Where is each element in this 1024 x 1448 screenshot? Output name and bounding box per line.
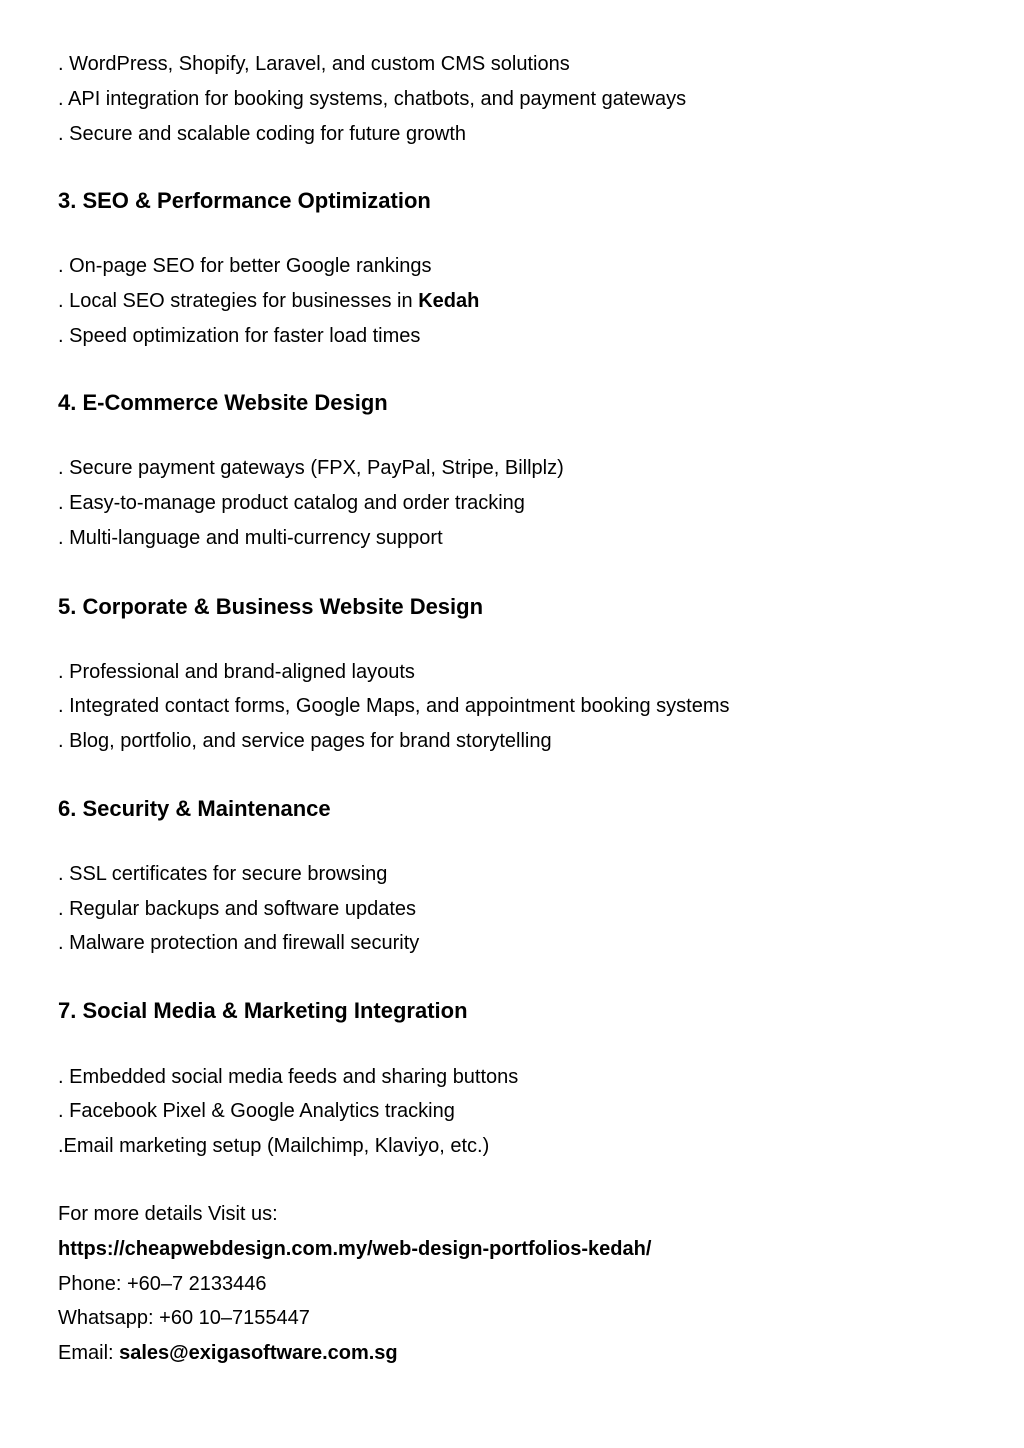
list-item	[58, 289, 479, 313]
contact-email-line	[58, 1341, 398, 1365]
contact-url-line	[58, 1237, 651, 1261]
email-address[interactable]: sales@exigasoftware.com.sg	[119, 1342, 398, 1364]
list-item: . On-page SEO for better Google rankings	[58, 255, 432, 277]
list-item: . Secure and scalable coding for future growth	[58, 123, 467, 145]
list-item: . Secure payment gateways (FPX, PayPal, Stripe, Billplz)	[58, 457, 564, 479]
list-item: . Embedded social media feeds and sharing buttons	[58, 1066, 519, 1088]
list-item: . Easy-to-manage product catalog and order tracking	[58, 492, 525, 514]
list-item: . Regular backups and software updates	[58, 898, 416, 920]
section-heading-corporate: 5. Corporate & Business Website Design	[58, 594, 484, 619]
list-item: . Integrated contact forms, Google Maps, and appointment booking systems	[58, 695, 730, 717]
list-item: . Facebook Pixel & Google Analytics tracking	[58, 1100, 455, 1122]
list-item: . Blog, portfolio, and service pages for brand storytelling	[58, 730, 552, 752]
list-item: . SSL certificates for secure browsing	[58, 863, 388, 885]
contact-whatsapp: Whatsapp: +60 10–7155447	[58, 1307, 310, 1329]
portfolio-link[interactable]: https://cheapwebdesign.com.my/web-design-portfolios-kedah/	[58, 1238, 652, 1260]
section-heading-ecommerce: 4. E-Commerce Website Design	[58, 390, 388, 415]
email-label: Email:	[58, 1342, 120, 1364]
list-item: . Multi-language and multi-currency support	[58, 527, 443, 549]
contact-phone: Phone: +60–7 2133446	[58, 1273, 267, 1295]
list-item: . Professional and brand-aligned layouts	[58, 661, 415, 683]
list-item: . Speed optimization for faster load times	[58, 325, 421, 347]
list-item-text: . Local SEO strategies for businesses in	[58, 290, 419, 312]
location-highlight: Kedah	[418, 290, 480, 312]
list-item: . WordPress, Shopify, Laravel, and custom CMS solutions	[58, 53, 570, 75]
section-heading-social: 7. Social Media & Marketing Integration	[58, 998, 468, 1023]
list-item: . Malware protection and firewall security	[58, 932, 420, 954]
section-heading-seo: 3. SEO & Performance Optimization	[58, 188, 431, 213]
contact-intro: For more details Visit us:	[58, 1203, 278, 1225]
list-item: .Email marketing setup (Mailchimp, Klaviyo, etc.)	[58, 1135, 490, 1157]
list-item: . API integration for booking systems, chatbots, and payment gateways	[58, 88, 687, 110]
section-heading-security: 6. Security & Maintenance	[58, 796, 331, 821]
